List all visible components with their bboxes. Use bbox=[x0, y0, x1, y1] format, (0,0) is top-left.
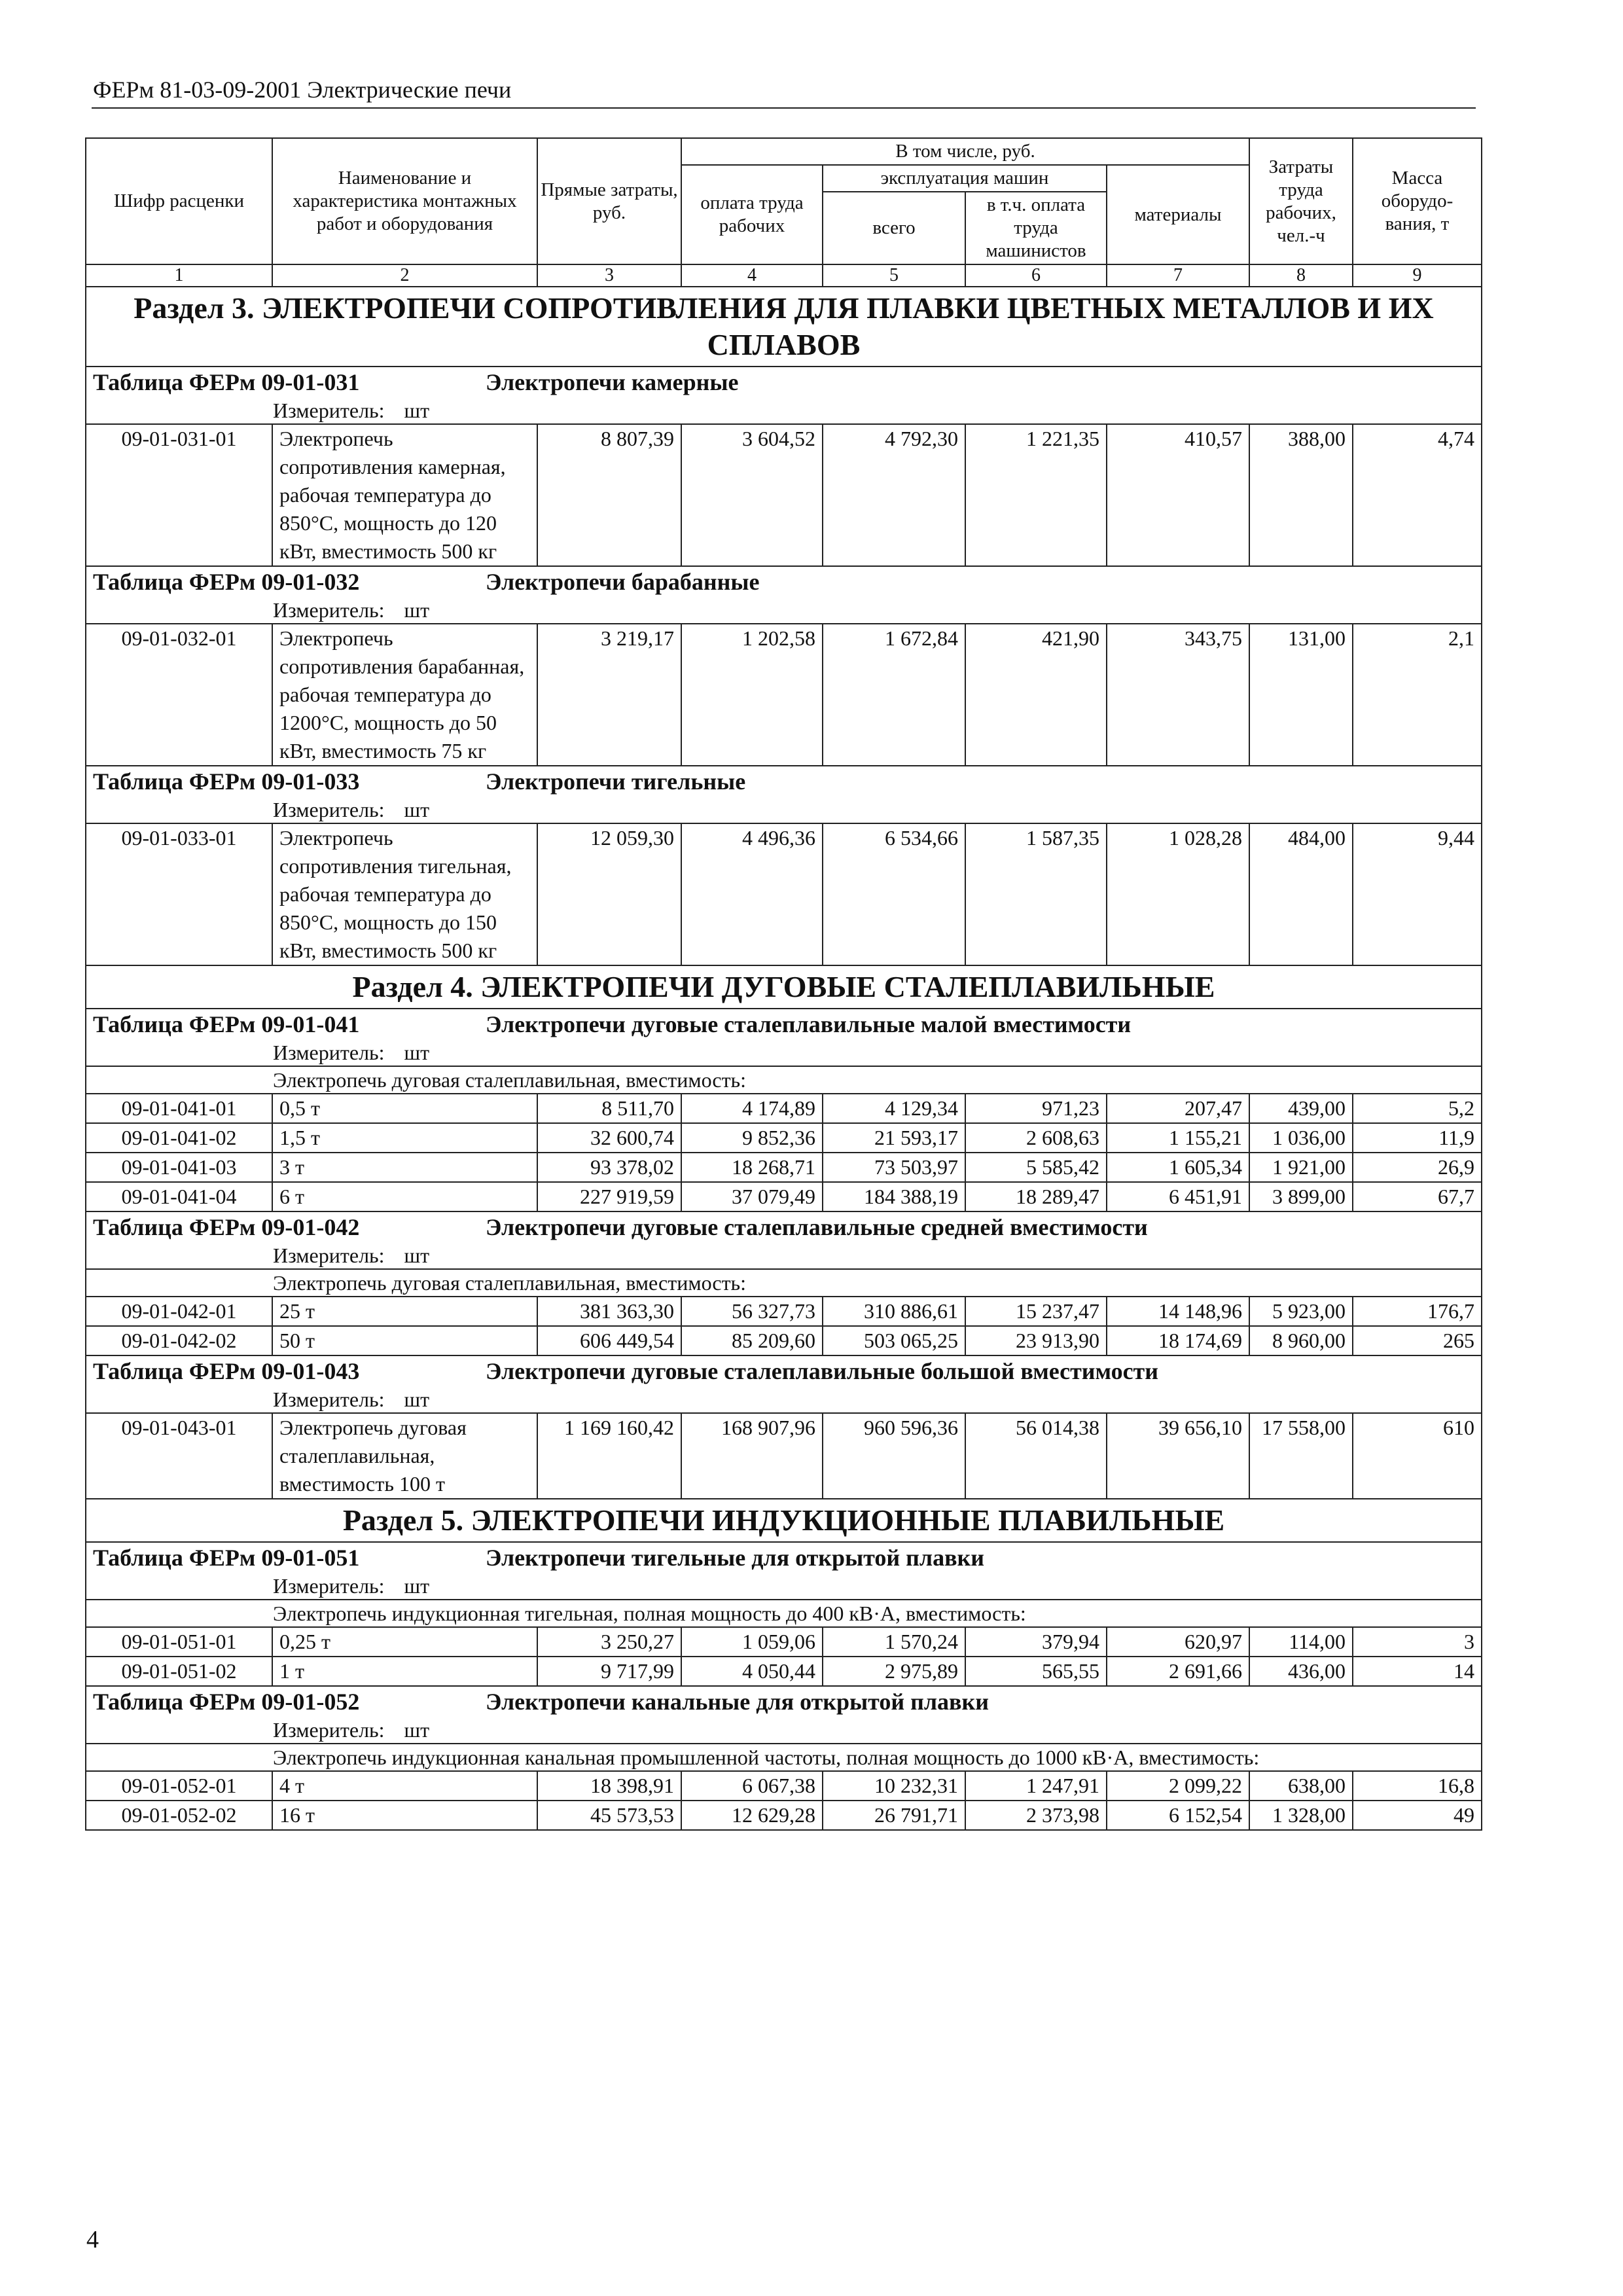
col-number: 5 bbox=[823, 264, 965, 287]
labor-hours-cell: 3 899,00 bbox=[1249, 1182, 1353, 1211]
table-title-cell bbox=[86, 1211, 1482, 1242]
col-number: 4 bbox=[681, 264, 823, 287]
labor-hours-cell: 17 558,00 bbox=[1249, 1413, 1353, 1499]
name-cell: 1,5 т bbox=[272, 1123, 537, 1153]
measure-cell bbox=[86, 1386, 1482, 1413]
table-title-row bbox=[86, 1009, 1482, 1039]
name-cell: 3 т bbox=[272, 1153, 537, 1182]
name-cell: 1 т bbox=[272, 1657, 537, 1686]
measure-row bbox=[86, 797, 1482, 823]
col-materials-header: материалы bbox=[1107, 165, 1249, 264]
col-labor-header: Затраты труда рабочих, чел.-ч bbox=[1249, 138, 1353, 264]
direct-cost-cell: 9 717,99 bbox=[537, 1657, 681, 1686]
name-cell: 6 т bbox=[272, 1182, 537, 1211]
mass-cell: 5,2 bbox=[1353, 1094, 1482, 1123]
table-code: Таблица ФЕРм 09-01-043 bbox=[93, 1358, 360, 1384]
col-number: 7 bbox=[1107, 264, 1249, 287]
machinists-pay-cell: 1 221,35 bbox=[965, 424, 1107, 566]
name-cell: Электропечь дуговая сталеплавильная, вместимость 100 т bbox=[272, 1413, 537, 1499]
mass-cell: 26,9 bbox=[1353, 1153, 1482, 1182]
measure-unit: шт bbox=[404, 399, 430, 422]
direct-cost-cell: 18 398,91 bbox=[537, 1771, 681, 1801]
measure-unit: шт bbox=[404, 598, 430, 622]
measure-label: Измеритель: bbox=[273, 598, 385, 622]
col-number: 9 bbox=[1353, 264, 1482, 287]
materials-cell: 14 148,96 bbox=[1107, 1297, 1249, 1326]
labor-pay-cell: 168 907,96 bbox=[681, 1413, 823, 1499]
labor-pay-cell: 4 050,44 bbox=[681, 1657, 823, 1686]
labor-hours-cell: 388,00 bbox=[1249, 424, 1353, 566]
table-row bbox=[86, 1771, 1482, 1801]
measure-row bbox=[86, 1573, 1482, 1600]
description-cell: Электропечь дуговая сталеплавильная, вместимость: bbox=[86, 1269, 1482, 1297]
name-cell: 50 т bbox=[272, 1326, 537, 1355]
labor-hours-cell: 1 921,00 bbox=[1249, 1153, 1353, 1182]
measure-label: Измеритель: bbox=[273, 798, 385, 821]
mass-cell: 176,7 bbox=[1353, 1297, 1482, 1326]
machinists-pay-cell: 1 587,35 bbox=[965, 823, 1107, 965]
section-heading-row bbox=[86, 965, 1482, 1009]
labor-pay-cell: 1 059,06 bbox=[681, 1627, 823, 1657]
table-row bbox=[86, 1094, 1482, 1123]
section-heading: Раздел 3. ЭЛЕКТРОПЕЧИ СОПРОТИВЛЕНИЯ ДЛЯ ПЛАВКИ ЦВЕТНЫХ МЕТАЛЛОВ И ИХ СПЛАВОВ bbox=[86, 287, 1482, 367]
table-row bbox=[86, 823, 1482, 965]
price-table bbox=[85, 137, 1482, 1831]
measure-unit: шт bbox=[404, 1041, 430, 1064]
table-title-row bbox=[86, 766, 1482, 797]
labor-hours-cell: 5 923,00 bbox=[1249, 1297, 1353, 1326]
section-heading-row bbox=[86, 1499, 1482, 1542]
direct-cost-cell: 1 169 160,42 bbox=[537, 1413, 681, 1499]
col-direct-header: Прямые затраты, руб. bbox=[537, 138, 681, 264]
col-mach-pay-header: в т.ч. оплата труда машинистов bbox=[965, 192, 1107, 264]
table-code: Таблица ФЕРм 09-01-051 bbox=[93, 1545, 360, 1571]
measure-cell bbox=[86, 1039, 1482, 1066]
mass-cell: 610 bbox=[1353, 1413, 1482, 1499]
table-header bbox=[86, 138, 1482, 287]
code-cell: 09-01-052-02 bbox=[86, 1801, 272, 1830]
mass-cell: 3 bbox=[1353, 1627, 1482, 1657]
measure-label: Измеритель: bbox=[273, 1574, 385, 1598]
name-cell: Электропечь сопротивления барабанная, рабочая температура до 1200°С, мощность до 50 кВт, вместимость 75 кг bbox=[272, 624, 537, 766]
table-row bbox=[86, 424, 1482, 566]
measure-label: Измеритель: bbox=[273, 1718, 385, 1742]
labor-hours-cell: 1 036,00 bbox=[1249, 1123, 1353, 1153]
materials-cell: 410,57 bbox=[1107, 424, 1249, 566]
machines-total-cell: 960 596,36 bbox=[823, 1413, 965, 1499]
name-cell: Электропечь сопротивления камерная, рабочая температура до 850°С, мощность до 120 кВт, вместимость 500 кг bbox=[272, 424, 537, 566]
code-cell: 09-01-041-04 bbox=[86, 1182, 272, 1211]
machines-total-cell: 21 593,17 bbox=[823, 1123, 965, 1153]
mass-cell: 49 bbox=[1353, 1801, 1482, 1830]
table-title-cell bbox=[86, 566, 1482, 597]
materials-cell: 2 099,22 bbox=[1107, 1771, 1249, 1801]
table-row bbox=[86, 1182, 1482, 1211]
code-cell: 09-01-042-02 bbox=[86, 1326, 272, 1355]
labor-hours-cell: 638,00 bbox=[1249, 1771, 1353, 1801]
measure-label: Измеритель: bbox=[273, 1388, 385, 1411]
col-labor-pay-header: оплата труда рабочих bbox=[681, 165, 823, 264]
table-title-cell bbox=[86, 766, 1482, 797]
code-cell: 09-01-043-01 bbox=[86, 1413, 272, 1499]
labor-hours-cell: 484,00 bbox=[1249, 823, 1353, 965]
running-header-title: ФЕРм 81-03-09-2001 Электрические печи bbox=[93, 77, 512, 103]
measure-cell bbox=[86, 1717, 1482, 1744]
measure-label: Измеритель: bbox=[273, 1244, 385, 1267]
mass-cell: 14 bbox=[1353, 1657, 1482, 1686]
measure-unit: шт bbox=[404, 1388, 430, 1411]
materials-cell: 18 174,69 bbox=[1107, 1326, 1249, 1355]
measure-cell bbox=[86, 597, 1482, 624]
measure-cell bbox=[86, 1573, 1482, 1600]
labor-hours-cell: 114,00 bbox=[1249, 1627, 1353, 1657]
col-incl-header: В том числе, руб. bbox=[681, 138, 1249, 165]
measure-row bbox=[86, 1039, 1482, 1066]
direct-cost-cell: 12 059,30 bbox=[537, 823, 681, 965]
measure-cell bbox=[86, 1242, 1482, 1269]
labor-pay-cell: 4 174,89 bbox=[681, 1094, 823, 1123]
mass-cell: 67,7 bbox=[1353, 1182, 1482, 1211]
materials-cell: 1 028,28 bbox=[1107, 823, 1249, 965]
section-heading-row bbox=[86, 287, 1482, 367]
materials-cell: 1 605,34 bbox=[1107, 1153, 1249, 1182]
table-row bbox=[86, 1627, 1482, 1657]
measure-row bbox=[86, 1717, 1482, 1744]
direct-cost-cell: 8 511,70 bbox=[537, 1094, 681, 1123]
machines-total-cell: 26 791,71 bbox=[823, 1801, 965, 1830]
direct-cost-cell: 8 807,39 bbox=[537, 424, 681, 566]
materials-cell: 207,47 bbox=[1107, 1094, 1249, 1123]
col-number: 3 bbox=[537, 264, 681, 287]
machinists-pay-cell: 565,55 bbox=[965, 1657, 1107, 1686]
description-cell: Электропечь дуговая сталеплавильная, вместимость: bbox=[86, 1066, 1482, 1094]
running-header bbox=[92, 73, 1476, 109]
table-code: Таблица ФЕРм 09-01-031 bbox=[93, 369, 360, 395]
table-title: Электропечи дуговые сталеплавильные средней вместимости bbox=[486, 1214, 1148, 1240]
table-title-row bbox=[86, 1686, 1482, 1717]
labor-hours-cell: 131,00 bbox=[1249, 624, 1353, 766]
measure-cell bbox=[86, 397, 1482, 424]
measure-unit: шт bbox=[404, 1574, 430, 1598]
materials-cell: 6 451,91 bbox=[1107, 1182, 1249, 1211]
machines-total-cell: 10 232,31 bbox=[823, 1771, 965, 1801]
mass-cell: 2,1 bbox=[1353, 624, 1482, 766]
machines-total-cell: 310 886,61 bbox=[823, 1297, 965, 1326]
labor-pay-cell: 1 202,58 bbox=[681, 624, 823, 766]
direct-cost-cell: 227 919,59 bbox=[537, 1182, 681, 1211]
materials-cell: 39 656,10 bbox=[1107, 1413, 1249, 1499]
machines-total-cell: 6 534,66 bbox=[823, 823, 965, 965]
table-row bbox=[86, 1801, 1482, 1830]
table-row bbox=[86, 1657, 1482, 1686]
code-cell: 09-01-041-03 bbox=[86, 1153, 272, 1182]
table-title: Электропечи камерные bbox=[486, 369, 739, 395]
labor-pay-cell: 9 852,36 bbox=[681, 1123, 823, 1153]
machinists-pay-cell: 1 247,91 bbox=[965, 1771, 1107, 1801]
machinists-pay-cell: 379,94 bbox=[965, 1627, 1107, 1657]
table-body bbox=[86, 287, 1482, 1830]
col-machines-header: эксплуатация машин bbox=[823, 165, 1107, 192]
measure-label: Измеритель: bbox=[273, 399, 385, 422]
col-number: 2 bbox=[272, 264, 537, 287]
machinists-pay-cell: 23 913,90 bbox=[965, 1326, 1107, 1355]
labor-pay-cell: 3 604,52 bbox=[681, 424, 823, 566]
table-row bbox=[86, 1413, 1482, 1499]
table-title: Электропечи барабанные bbox=[486, 569, 760, 595]
table-title-cell bbox=[86, 1686, 1482, 1717]
code-cell: 09-01-031-01 bbox=[86, 424, 272, 566]
direct-cost-cell: 32 600,74 bbox=[537, 1123, 681, 1153]
table-code: Таблица ФЕРм 09-01-052 bbox=[93, 1689, 360, 1715]
table-title-row bbox=[86, 1211, 1482, 1242]
labor-pay-cell: 56 327,73 bbox=[681, 1297, 823, 1326]
labor-pay-cell: 6 067,38 bbox=[681, 1771, 823, 1801]
mass-cell: 265 bbox=[1353, 1326, 1482, 1355]
table-row bbox=[86, 1326, 1482, 1355]
code-cell: 09-01-041-01 bbox=[86, 1094, 272, 1123]
materials-cell: 6 152,54 bbox=[1107, 1801, 1249, 1830]
col-mach-total-header: всего bbox=[823, 192, 965, 264]
col-number: 6 bbox=[965, 264, 1107, 287]
description-row bbox=[86, 1066, 1482, 1094]
table-title-row bbox=[86, 1542, 1482, 1573]
table-title: Электропечи канальные для открытой плавки bbox=[486, 1689, 989, 1715]
labor-pay-cell: 4 496,36 bbox=[681, 823, 823, 965]
column-numbers-row bbox=[86, 264, 1482, 287]
machines-total-cell: 4 792,30 bbox=[823, 424, 965, 566]
table-row bbox=[86, 1297, 1482, 1326]
name-cell: 25 т bbox=[272, 1297, 537, 1326]
direct-cost-cell: 3 250,27 bbox=[537, 1627, 681, 1657]
direct-cost-cell: 93 378,02 bbox=[537, 1153, 681, 1182]
table-row bbox=[86, 1123, 1482, 1153]
table-code: Таблица ФЕРм 09-01-042 bbox=[93, 1214, 360, 1240]
materials-cell: 620,97 bbox=[1107, 1627, 1249, 1657]
measure-row bbox=[86, 1242, 1482, 1269]
measure-label: Измеритель: bbox=[273, 1041, 385, 1064]
mass-cell: 9,44 bbox=[1353, 823, 1482, 965]
table-title-cell bbox=[86, 1009, 1482, 1039]
description-row bbox=[86, 1600, 1482, 1627]
labor-hours-cell: 439,00 bbox=[1249, 1094, 1353, 1123]
direct-cost-cell: 606 449,54 bbox=[537, 1326, 681, 1355]
measure-row bbox=[86, 1386, 1482, 1413]
machines-total-cell: 503 065,25 bbox=[823, 1326, 965, 1355]
table-title-row bbox=[86, 367, 1482, 397]
code-cell: 09-01-032-01 bbox=[86, 624, 272, 766]
materials-cell: 2 691,66 bbox=[1107, 1657, 1249, 1686]
table-row bbox=[86, 1153, 1482, 1182]
description-row bbox=[86, 1744, 1482, 1771]
labor-hours-cell: 1 328,00 bbox=[1249, 1801, 1353, 1830]
direct-cost-cell: 3 219,17 bbox=[537, 624, 681, 766]
description-row bbox=[86, 1269, 1482, 1297]
measure-unit: шт bbox=[404, 1244, 430, 1267]
machinists-pay-cell: 56 014,38 bbox=[965, 1413, 1107, 1499]
direct-cost-cell: 45 573,53 bbox=[537, 1801, 681, 1830]
measure-unit: шт bbox=[404, 1718, 430, 1742]
name-cell: 16 т bbox=[272, 1801, 537, 1830]
name-cell: 0,5 т bbox=[272, 1094, 537, 1123]
name-cell: 4 т bbox=[272, 1771, 537, 1801]
name-cell: 0,25 т bbox=[272, 1627, 537, 1657]
description-cell: Электропечь индукционная тигельная, полная мощность до 400 кВ·А, вместимость: bbox=[86, 1600, 1482, 1627]
measure-row bbox=[86, 597, 1482, 624]
machinists-pay-cell: 18 289,47 bbox=[965, 1182, 1107, 1211]
col-name-header: Наименование и характеристика монтажных работ и оборудования bbox=[272, 138, 537, 264]
col-number: 8 bbox=[1249, 264, 1353, 287]
labor-hours-cell: 8 960,00 bbox=[1249, 1326, 1353, 1355]
col-number: 1 bbox=[86, 264, 272, 287]
materials-cell: 1 155,21 bbox=[1107, 1123, 1249, 1153]
table-row bbox=[86, 624, 1482, 766]
table-title-row bbox=[86, 1355, 1482, 1386]
machines-total-cell: 1 570,24 bbox=[823, 1627, 965, 1657]
table-code: Таблица ФЕРм 09-01-033 bbox=[93, 768, 360, 795]
machines-total-cell: 73 503,97 bbox=[823, 1153, 965, 1182]
page-number: 4 bbox=[86, 2226, 99, 2253]
table-title-cell bbox=[86, 367, 1482, 397]
measure-row bbox=[86, 397, 1482, 424]
measure-cell bbox=[86, 797, 1482, 823]
code-cell: 09-01-033-01 bbox=[86, 823, 272, 965]
table-code: Таблица ФЕРм 09-01-032 bbox=[93, 569, 360, 595]
mass-cell: 16,8 bbox=[1353, 1771, 1482, 1801]
table-title: Электропечи тигельные bbox=[486, 768, 746, 795]
section-heading: Раздел 4. ЭЛЕКТРОПЕЧИ ДУГОВЫЕ СТАЛЕПЛАВИЛЬНЫЕ bbox=[86, 965, 1482, 1009]
labor-pay-cell: 12 629,28 bbox=[681, 1801, 823, 1830]
section-heading: Раздел 5. ЭЛЕКТРОПЕЧИ ИНДУКЦИОННЫЕ ПЛАВИЛЬНЫЕ bbox=[86, 1499, 1482, 1542]
machinists-pay-cell: 421,90 bbox=[965, 624, 1107, 766]
code-cell: 09-01-052-01 bbox=[86, 1771, 272, 1801]
col-code-header: Шифр расценки bbox=[86, 138, 272, 264]
machines-total-cell: 2 975,89 bbox=[823, 1657, 965, 1686]
code-cell: 09-01-042-01 bbox=[86, 1297, 272, 1326]
table-title: Электропечи тигельные для открытой плавки bbox=[486, 1545, 984, 1571]
measure-unit: шт bbox=[404, 798, 430, 821]
table-title: Электропечи дуговые сталеплавильные большой вместимости bbox=[486, 1358, 1158, 1384]
mass-cell: 11,9 bbox=[1353, 1123, 1482, 1153]
description-cell: Электропечь индукционная канальная промышленной частоты, полная мощность до 1000 кВ·А, вместимость: bbox=[86, 1744, 1482, 1771]
machinists-pay-cell: 2 608,63 bbox=[965, 1123, 1107, 1153]
labor-hours-cell: 436,00 bbox=[1249, 1657, 1353, 1686]
name-cell: Электропечь сопротивления тигельная, рабочая температура до 850°С, мощность до 150 кВт, вместимость 500 кг bbox=[272, 823, 537, 965]
direct-cost-cell: 381 363,30 bbox=[537, 1297, 681, 1326]
machines-total-cell: 1 672,84 bbox=[823, 624, 965, 766]
labor-pay-cell: 18 268,71 bbox=[681, 1153, 823, 1182]
code-cell: 09-01-041-02 bbox=[86, 1123, 272, 1153]
materials-cell: 343,75 bbox=[1107, 624, 1249, 766]
labor-pay-cell: 37 079,49 bbox=[681, 1182, 823, 1211]
machinists-pay-cell: 5 585,42 bbox=[965, 1153, 1107, 1182]
machinists-pay-cell: 2 373,98 bbox=[965, 1801, 1107, 1830]
table-title-cell bbox=[86, 1355, 1482, 1386]
mass-cell: 4,74 bbox=[1353, 424, 1482, 566]
machines-total-cell: 4 129,34 bbox=[823, 1094, 965, 1123]
machines-total-cell: 184 388,19 bbox=[823, 1182, 965, 1211]
col-mass-header: Масса оборудо-вания, т bbox=[1353, 138, 1482, 264]
table-title-row bbox=[86, 566, 1482, 597]
table-code: Таблица ФЕРм 09-01-041 bbox=[93, 1011, 360, 1037]
machinists-pay-cell: 971,23 bbox=[965, 1094, 1107, 1123]
labor-pay-cell: 85 209,60 bbox=[681, 1326, 823, 1355]
table-title: Электропечи дуговые сталеплавильные малой вместимости bbox=[486, 1011, 1132, 1037]
machinists-pay-cell: 15 237,47 bbox=[965, 1297, 1107, 1326]
code-cell: 09-01-051-01 bbox=[86, 1627, 272, 1657]
code-cell: 09-01-051-02 bbox=[86, 1657, 272, 1686]
table-title-cell bbox=[86, 1542, 1482, 1573]
